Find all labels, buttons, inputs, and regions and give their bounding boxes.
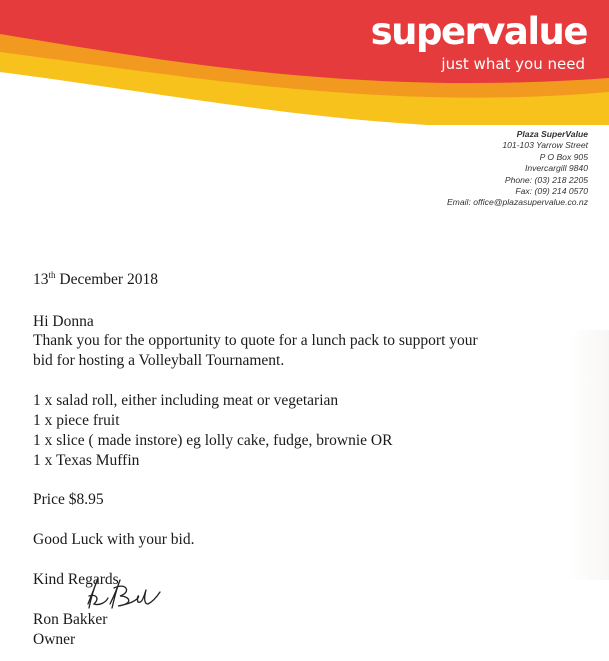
supervalue-logo: supervalue <box>370 10 587 53</box>
sender-address <box>447 129 588 209</box>
lunch-item: 1 x salad roll, either including meat or vegetarian <box>33 392 339 409</box>
good-luck: Good Luck with your bid. <box>33 531 195 548</box>
date-day: 13 <box>33 271 49 288</box>
price: Price $8.95 <box>33 491 104 508</box>
closing: Kind Regards <box>33 571 119 588</box>
lunch-item: 1 x piece fruit <box>33 412 120 429</box>
handwritten-signature <box>82 574 166 612</box>
email: Email: office@plazasupervalue.co.nz <box>446 197 588 208</box>
signer-name: Ron Bakker <box>33 611 108 628</box>
fax: Fax: (09) 214 0570 <box>515 186 588 197</box>
store-name: Plaza SuperValue <box>516 129 588 139</box>
city: Invercargill 9840 <box>524 163 588 174</box>
body-line: bid for hosting a Volleyball Tournament. <box>33 352 285 369</box>
date-suffix: th <box>48 269 56 280</box>
phone: Phone: (03) 218 2205 <box>504 174 588 185</box>
greeting: Hi Donna <box>33 313 94 330</box>
street-address: 101-103 Yarrow Street <box>502 140 588 151</box>
tagline: just what you need <box>441 55 585 73</box>
lunch-item: 1 x slice ( made instore) eg lolly cake, fudge, brownie OR <box>33 432 393 449</box>
po-box: P O Box 905 <box>539 151 588 162</box>
date-rest: December 2018 <box>55 271 158 288</box>
scan-shadow <box>569 330 609 580</box>
lunch-item: 1 x Texas Muffin <box>33 452 140 469</box>
signer-title: Owner <box>33 631 76 648</box>
letter-date <box>33 270 158 290</box>
body-line: Thank you for the opportunity to quote for a lunch pack to support your <box>33 332 478 349</box>
